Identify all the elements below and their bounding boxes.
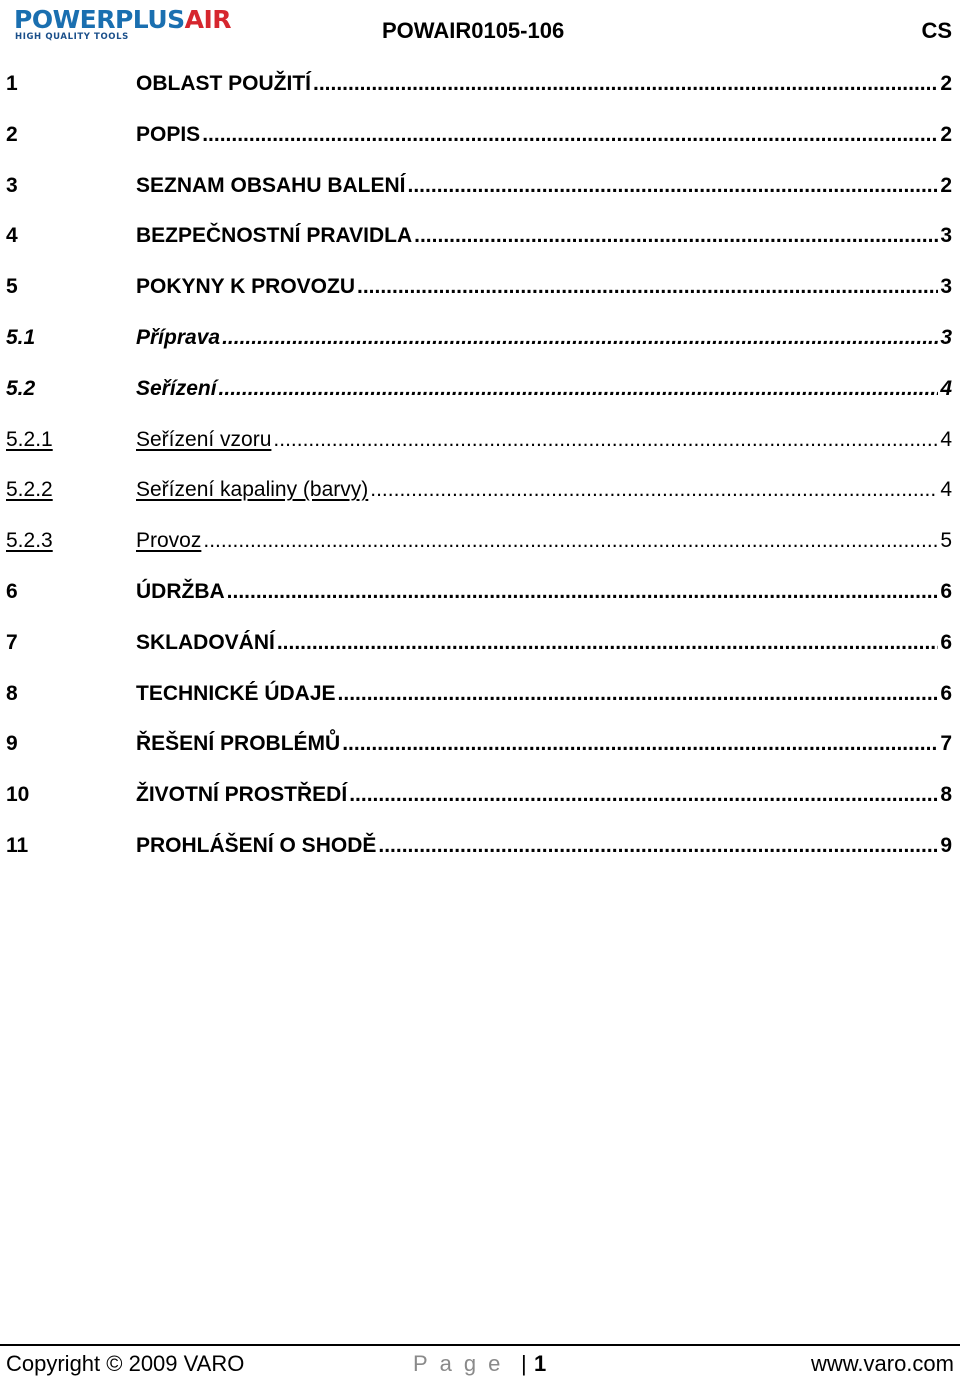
toc-entry[interactable] [0, 418, 960, 469]
toc-entry[interactable] [0, 113, 960, 164]
toc-entry-title: Provoz [136, 529, 202, 553]
toc-dot-leader [273, 426, 938, 454]
toc-dot-leader [370, 476, 938, 504]
toc-dot-leader [378, 832, 938, 860]
powerplus-air-logo [14, 6, 264, 42]
toc-entry-line [136, 273, 952, 301]
toc-entry-page: 7 [940, 732, 952, 756]
toc-entry-line [136, 781, 952, 809]
toc-entry-number: 10 [6, 783, 30, 807]
toc-entry-title: POKYNY K PROVOZU [136, 275, 355, 299]
toc-dot-leader [342, 730, 938, 758]
toc-entry[interactable] [0, 570, 960, 621]
toc-dot-leader [202, 121, 938, 149]
logo-brand-primary: POWERPLUS [14, 5, 185, 34]
logo-wordmark [14, 6, 231, 34]
toc-entry-line [136, 222, 952, 250]
toc-entry-page: 5 [940, 529, 952, 553]
page-separator: | [521, 1351, 527, 1376]
toc-entry-title: SKLADOVÁNÍ [136, 630, 275, 654]
toc-entry-number: 5.2.2 [6, 478, 53, 502]
toc-entry[interactable] [0, 316, 960, 367]
document-code: POWAIR0105-106 [382, 18, 565, 43]
toc-entry-number: 3 [6, 173, 18, 197]
toc-dot-leader [227, 578, 939, 606]
toc-entry-page: 2 [940, 122, 952, 146]
toc-entry-line [136, 375, 952, 403]
toc-entry-line [136, 70, 952, 98]
toc-entry-page: 4 [940, 376, 952, 400]
toc-entry-page: 9 [940, 833, 952, 857]
copyright-notice: Copyright © 2009 VARO [6, 1351, 245, 1376]
toc-dot-leader [277, 629, 938, 657]
toc-entry-title: ŽIVOTNÍ PROSTŘEDÍ [136, 783, 348, 807]
page-label: Page [413, 1351, 513, 1376]
toc-entry-number: 6 [6, 579, 18, 603]
toc-entry-title: OBLAST POUŽITÍ [136, 72, 311, 95]
toc-entry[interactable] [0, 519, 960, 570]
toc-entry-number: 2 [6, 122, 18, 146]
page-number: 1 [534, 1351, 547, 1376]
toc-entry-number: 4 [6, 224, 18, 248]
toc-entry-title: SEZNAM OBSAHU BALENÍ [136, 173, 406, 197]
toc-entry-page: 2 [940, 72, 952, 95]
website-link[interactable]: www.varo.com [810, 1351, 954, 1376]
toc-entry[interactable] [0, 214, 960, 265]
toc-entry-number: 5.1 [6, 325, 36, 349]
toc-entry[interactable] [0, 62, 960, 113]
toc-entry-number: 11 [6, 833, 29, 857]
toc-entry-title: PROHLÁŠENÍ O SHODĚ [136, 833, 377, 857]
toc-dot-leader [219, 375, 939, 403]
toc-entry-title: ŘEŠENÍ PROBLÉMŮ [136, 732, 341, 756]
toc-dot-leader [408, 172, 939, 200]
toc-entry[interactable] [0, 824, 960, 875]
toc-entry[interactable] [0, 367, 960, 418]
toc-entry-number: 1 [6, 72, 18, 95]
toc-entry-title: POPIS [136, 122, 201, 146]
toc-entry[interactable] [0, 621, 960, 672]
toc-entry-line [136, 172, 952, 200]
toc-entry-title: BEZPEČNOSTNÍ PRAVIDLA [136, 224, 413, 248]
table-of-contents [0, 62, 960, 875]
toc-entry-page: 2 [940, 173, 952, 197]
toc-entry[interactable] [0, 164, 960, 215]
toc-dot-leader [203, 527, 938, 555]
toc-entry-page: 6 [940, 579, 952, 603]
toc-entry-number: 5.2.1 [6, 427, 53, 451]
toc-entry-line [136, 426, 952, 454]
toc-entry-title: Příprava [136, 325, 221, 349]
toc-dot-leader [357, 273, 938, 301]
toc-entry-number: 9 [6, 732, 18, 756]
toc-entry-page: 6 [940, 630, 952, 654]
toc-dot-leader [222, 324, 938, 352]
toc-entry-page: 6 [940, 681, 952, 705]
toc-entry-page: 8 [940, 783, 952, 807]
toc-dot-leader [338, 680, 939, 708]
toc-entry-line [136, 680, 952, 708]
toc-entry[interactable] [0, 265, 960, 316]
toc-entry-number: 8 [6, 681, 18, 705]
toc-entry-page: 4 [940, 478, 952, 502]
toc-entry-line [136, 476, 952, 504]
toc-entry-line [136, 730, 952, 758]
page-header [0, 0, 960, 60]
toc-entry[interactable] [0, 468, 960, 519]
toc-entry-page: 3 [940, 275, 952, 299]
toc-entry-number: 7 [6, 630, 18, 654]
toc-entry-line [136, 832, 952, 860]
toc-entry-line [136, 324, 952, 352]
toc-dot-leader [414, 222, 938, 250]
toc-entry-title: Seřízení [136, 376, 217, 400]
toc-entry[interactable] [0, 773, 960, 824]
toc-entry-number: 5.2 [6, 376, 36, 400]
toc-entry[interactable] [0, 672, 960, 723]
toc-entry-number: 5 [6, 275, 18, 299]
toc-entry-line [136, 121, 952, 149]
logo-brand-accent: AIR [184, 5, 232, 34]
page-footer [0, 1344, 960, 1377]
toc-entry-page: 3 [940, 325, 952, 349]
toc-entry-line [136, 578, 952, 606]
logo-tagline: HIGH QUALITY TOOLS [15, 32, 129, 42]
toc-entry-page: 3 [940, 224, 952, 248]
language-code: CS [921, 18, 952, 43]
toc-entry-title: Seřízení kapaliny (barvy) [136, 478, 369, 502]
toc-entry-title: Seřízení vzoru [136, 427, 272, 451]
toc-entry-line [136, 629, 952, 657]
toc-entry-number: 5.2.3 [6, 529, 53, 553]
toc-entry-title: TECHNICKÉ ÚDAJE [136, 681, 336, 705]
toc-entry[interactable] [0, 722, 960, 773]
toc-entry-page: 4 [940, 427, 952, 451]
toc-dot-leader [313, 70, 938, 98]
toc-entry-title: ÚDRŽBA [136, 579, 225, 603]
toc-entry-line [136, 527, 952, 555]
toc-dot-leader [349, 781, 938, 809]
